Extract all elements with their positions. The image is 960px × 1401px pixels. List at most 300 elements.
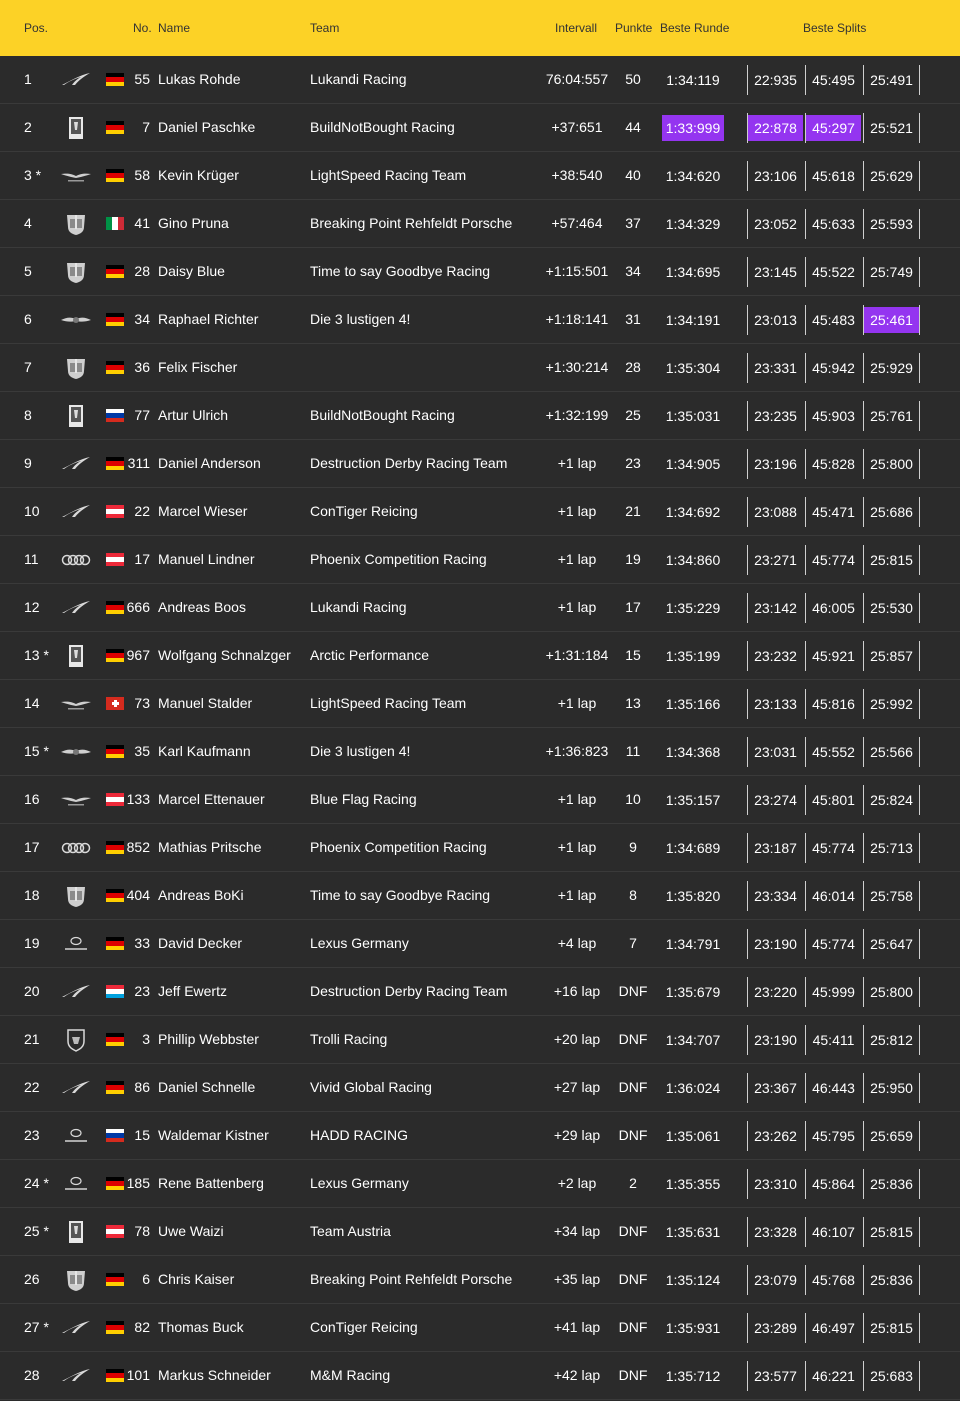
split-2: 46:443 (812, 1080, 855, 1096)
best-lap: 1:34:191 (665, 312, 721, 328)
flag-ru-icon (106, 409, 124, 422)
position: 22 (24, 1079, 40, 1095)
header-team[interactable]: Team (310, 21, 340, 35)
team-name[interactable]: Phoenix Competition Racing (310, 839, 487, 855)
results-table (0, 56, 960, 1400)
ferrari-logo-icon (60, 644, 92, 668)
split-2: 45:618 (812, 168, 855, 184)
interval: +38:540 (551, 167, 603, 183)
header-best-lap[interactable]: Beste Runde (660, 21, 730, 35)
team-name[interactable]: Time to say Goodbye Racing (310, 263, 491, 279)
position: 24 * (24, 1175, 49, 1191)
position: 1 (24, 71, 32, 87)
points: DNF (618, 1079, 648, 1095)
team-name[interactable]: Lexus Germany (310, 935, 409, 951)
points: DNF (618, 1367, 648, 1383)
split-1: 23:310 (754, 1176, 797, 1192)
split-3: 25:629 (870, 168, 913, 184)
car-number: 17 (134, 551, 150, 567)
header-interval[interactable]: Intervall (555, 21, 598, 35)
header-points[interactable]: Punkte (615, 21, 653, 35)
table-row[interactable] (0, 728, 960, 776)
split-divider (919, 1361, 920, 1391)
audi-logo-icon (60, 836, 92, 860)
split-2: 45:774 (812, 840, 855, 856)
best-lap: 1:34:692 (665, 504, 721, 520)
split-1: 23:187 (754, 840, 797, 856)
points: DNF (618, 1031, 648, 1047)
table-row[interactable] (0, 1352, 960, 1400)
points: 21 (625, 503, 641, 519)
position: 20 (24, 983, 40, 999)
team-name[interactable]: LightSpeed Racing Team (310, 695, 467, 711)
position: 9 (24, 455, 32, 471)
best-lap: 1:34:707 (665, 1032, 721, 1048)
split-2: 46:005 (812, 600, 855, 616)
split-divider (919, 737, 920, 767)
interval: +35 lap (553, 1271, 601, 1287)
position: 10 (24, 503, 40, 519)
position: 18 (24, 887, 40, 903)
split-2: 45:495 (812, 72, 855, 88)
team-name[interactable]: Destruction Derby Racing Team (310, 455, 508, 471)
points: 28 (625, 359, 641, 375)
split-divider (919, 497, 920, 527)
mclaren-logo-icon (60, 596, 92, 620)
lexus-logo-icon (60, 1124, 92, 1148)
flag-de-icon (106, 1081, 124, 1094)
split-3: 25:713 (870, 840, 913, 856)
split-1: 23:262 (754, 1128, 797, 1144)
flag-de-icon (106, 889, 124, 902)
split-2: 45:795 (812, 1128, 855, 1144)
position: 19 (24, 935, 40, 951)
position: 3 * (24, 167, 42, 183)
porsche-logo-icon (60, 260, 92, 284)
points: 17 (625, 599, 641, 615)
split-divider (919, 1265, 920, 1295)
team-name[interactable]: Die 3 lustigen 4! (310, 311, 411, 327)
split-divider (919, 1169, 920, 1199)
team-name[interactable]: Team Austria (310, 1223, 391, 1239)
split-1: 23:331 (754, 360, 797, 376)
best-lap: 1:34:329 (665, 216, 721, 232)
flag-de-icon (106, 1273, 124, 1286)
flag-de-icon (106, 1369, 124, 1382)
interval: +34 lap (553, 1223, 601, 1239)
mclaren-logo-icon (60, 68, 92, 92)
team-name[interactable]: Breaking Point Rehfeldt Porsche (310, 215, 513, 231)
split-2: 45:471 (812, 504, 855, 520)
position: 23 (24, 1127, 40, 1143)
table-row[interactable] (0, 392, 960, 440)
driver-name[interactable]: Raphael Richter (158, 311, 259, 327)
split-1: 23:367 (754, 1080, 797, 1096)
flag-de-icon (106, 649, 124, 662)
interval: 76:04:557 (545, 71, 609, 87)
split-3: 25:815 (870, 1224, 913, 1240)
points: 23 (625, 455, 641, 471)
split-3: 25:686 (870, 504, 913, 520)
driver-name[interactable]: Artur Ulrich (158, 407, 229, 423)
split-divider (919, 401, 920, 431)
split-2: 45:552 (812, 744, 855, 760)
split-1: 23:079 (754, 1272, 797, 1288)
driver-name[interactable]: Kevin Krüger (158, 167, 239, 183)
driver-name[interactable]: Waldemar Kistner (158, 1127, 269, 1143)
interval: +27 lap (553, 1079, 601, 1095)
split-2: 45:411 (812, 1032, 855, 1048)
split-2: 45:633 (812, 216, 855, 232)
flag-de-icon (106, 937, 124, 950)
porsche-logo-icon (60, 212, 92, 236)
split-1: 23:142 (754, 600, 797, 616)
split-divider (919, 113, 920, 143)
best-lap: 1:35:679 (665, 984, 721, 1000)
driver-name[interactable]: David Decker (158, 935, 243, 951)
driver-name[interactable]: Thomas Buck (158, 1319, 244, 1335)
interval: +16 lap (553, 983, 601, 999)
split-1: 23:013 (754, 312, 797, 328)
points: DNF (618, 1319, 648, 1335)
team-name[interactable]: Arctic Performance (310, 647, 430, 663)
interval: +1 lap (557, 791, 597, 807)
team-name[interactable]: Time to say Goodbye Racing (310, 887, 491, 903)
best-lap: 1:35:199 (665, 648, 721, 664)
astonmartin-logo-icon (60, 788, 92, 812)
mclaren-logo-icon (60, 1364, 92, 1388)
driver-name[interactable]: Markus Schneider (158, 1367, 271, 1383)
porsche-logo-icon (60, 1268, 92, 1292)
position: 26 (24, 1271, 40, 1287)
table-row[interactable] (0, 536, 960, 584)
points: 50 (625, 71, 641, 87)
position: 12 (24, 599, 40, 615)
driver-name[interactable]: Uwe Waizi (158, 1223, 224, 1239)
table-row[interactable] (0, 968, 960, 1016)
porsche-logo-icon (60, 884, 92, 908)
table-row[interactable] (0, 1016, 960, 1064)
interval: +1 lap (557, 503, 597, 519)
split-divider (919, 1313, 920, 1343)
flag-de-icon (106, 265, 124, 278)
car-number: 34 (134, 311, 150, 327)
lamborghini-logo-icon (60, 1028, 92, 1052)
flag-de-icon (106, 841, 124, 854)
split-2: 45:864 (812, 1176, 855, 1192)
points: 37 (625, 215, 641, 231)
team-name[interactable]: Vivid Global Racing (310, 1079, 432, 1095)
split-3: 25:824 (870, 792, 913, 808)
car-number: 58 (134, 167, 150, 183)
split-divider (919, 65, 920, 95)
interval: +1 lap (557, 455, 597, 471)
split-3: 25:812 (870, 1032, 913, 1048)
team-name[interactable]: Lukandi Racing (310, 599, 407, 615)
team-name[interactable]: LightSpeed Racing Team (310, 167, 467, 183)
car-number: 311 (127, 455, 150, 471)
flag-ch-icon (106, 697, 124, 710)
driver-name[interactable]: Phillip Webbster (158, 1031, 259, 1047)
points: 2 (629, 1175, 637, 1191)
best-lap: 1:34:860 (665, 552, 721, 568)
flag-at-icon (106, 793, 124, 806)
split-divider (919, 1121, 920, 1151)
table-row[interactable] (0, 776, 960, 824)
split-3: 25:758 (870, 888, 913, 904)
car-number: 35 (134, 743, 150, 759)
table-row[interactable] (0, 1064, 960, 1112)
car-number: 55 (134, 71, 150, 87)
split-1: 23:274 (754, 792, 797, 808)
driver-name[interactable]: Gino Pruna (158, 215, 229, 231)
header-no[interactable]: No. (133, 21, 152, 35)
interval: +2 lap (557, 1175, 597, 1191)
ferrari-logo-icon (60, 116, 92, 140)
position: 17 (24, 839, 40, 855)
split-divider (919, 305, 920, 335)
split-2: 45:774 (812, 552, 855, 568)
car-number: 15 (134, 1127, 150, 1143)
split-1: 22:878 (748, 115, 803, 141)
driver-name[interactable]: Jeff Ewertz (158, 983, 227, 999)
split-1: 23:220 (754, 984, 797, 1000)
table-row[interactable] (0, 632, 960, 680)
split-divider (919, 1073, 920, 1103)
best-lap: 1:35:124 (665, 1272, 721, 1288)
best-lap: 1:34:695 (665, 264, 721, 280)
split-3: 25:530 (870, 600, 913, 616)
table-row[interactable] (0, 488, 960, 536)
split-divider (919, 785, 920, 815)
best-lap: 1:33:999 (662, 115, 724, 141)
split-2: 45:522 (812, 264, 855, 280)
car-number: 852 (126, 839, 150, 855)
interval: +57:464 (551, 215, 603, 231)
driver-name[interactable]: Andreas BoKi (158, 887, 244, 903)
split-2: 45:801 (812, 792, 855, 808)
driver-name[interactable]: Mathias Pritsche (158, 839, 262, 855)
header-best-splits[interactable]: Beste Splits (803, 21, 867, 35)
table-row[interactable] (0, 1256, 960, 1304)
position: 28 (24, 1367, 40, 1383)
interval: +42 lap (553, 1367, 601, 1383)
interval: +1:15:501 (545, 263, 609, 279)
points: 34 (625, 263, 641, 279)
points: 8 (629, 887, 637, 903)
driver-name[interactable]: Chris Kaiser (158, 1271, 235, 1287)
table-row[interactable] (0, 920, 960, 968)
porsche-logo-icon (60, 356, 92, 380)
driver-name[interactable]: Daniel Anderson (158, 455, 261, 471)
team-name[interactable]: Trolli Racing (310, 1031, 388, 1047)
driver-name[interactable]: Felix Fischer (158, 359, 238, 375)
car-number: 22 (134, 503, 150, 519)
interval: +1:18:141 (545, 311, 609, 327)
best-lap: 1:35:166 (665, 696, 721, 712)
split-3: 25:593 (870, 216, 913, 232)
driver-name[interactable]: Manuel Lindner (158, 551, 255, 567)
table-row[interactable] (0, 1208, 960, 1256)
split-1: 23:334 (754, 888, 797, 904)
points: DNF (618, 1223, 648, 1239)
split-1: 23:232 (754, 648, 797, 664)
interval: +1:31:184 (545, 647, 609, 663)
table-row[interactable] (0, 1112, 960, 1160)
team-name[interactable]: BuildNotBought Racing (310, 407, 455, 423)
split-1: 23:106 (754, 168, 797, 184)
team-name[interactable]: Breaking Point Rehfeldt Porsche (310, 1271, 513, 1287)
best-lap: 1:34:689 (665, 840, 721, 856)
team-name[interactable]: BuildNotBought Racing (310, 119, 455, 135)
split-3: 25:566 (870, 744, 913, 760)
table-row[interactable] (0, 680, 960, 728)
split-2: 45:768 (812, 1272, 855, 1288)
interval: +1:30:214 (545, 359, 609, 375)
points: 25 (625, 407, 641, 423)
points: 15 (625, 647, 641, 663)
driver-name[interactable]: Manuel Stalder (158, 695, 253, 711)
audi-logo-icon (60, 548, 92, 572)
split-2: 46:107 (812, 1224, 855, 1240)
split-divider (919, 257, 920, 287)
flag-at-icon (106, 1225, 124, 1238)
position: 6 (24, 311, 32, 327)
split-2: 45:297 (806, 115, 861, 141)
mclaren-logo-icon (60, 1076, 92, 1100)
team-name[interactable]: Die 3 lustigen 4! (310, 743, 411, 759)
car-number: 23 (134, 983, 150, 999)
flag-lu-icon (106, 985, 124, 998)
split-divider (919, 833, 920, 863)
bentley-logo-icon (60, 740, 92, 764)
interval: +1:36:823 (545, 743, 609, 759)
driver-name[interactable]: Rene Battenberg (158, 1175, 264, 1191)
team-name[interactable]: M&M Racing (310, 1367, 391, 1383)
team-name[interactable]: Blue Flag Racing (310, 791, 417, 807)
table-row[interactable] (0, 1304, 960, 1352)
team-name[interactable]: HADD RACING (310, 1127, 409, 1143)
team-name[interactable]: Lexus Germany (310, 1175, 409, 1191)
team-name[interactable]: Destruction Derby Racing Team (310, 983, 508, 999)
split-2: 45:903 (812, 408, 855, 424)
team-name[interactable]: Lukandi Racing (310, 71, 407, 87)
points: DNF (618, 1127, 648, 1143)
interval: +41 lap (553, 1319, 601, 1335)
split-divider (919, 353, 920, 383)
table-row[interactable] (0, 824, 960, 872)
driver-name[interactable]: Karl Kaufmann (158, 743, 251, 759)
bentley-logo-icon (60, 308, 92, 332)
team-name[interactable]: Phoenix Competition Racing (310, 551, 487, 567)
driver-name[interactable]: Daisy Blue (158, 263, 225, 279)
interval: +1:32:199 (545, 407, 609, 423)
header-name[interactable]: Name (158, 21, 191, 35)
table-row[interactable] (0, 104, 960, 152)
table-row[interactable] (0, 584, 960, 632)
split-divider (919, 641, 920, 671)
lexus-logo-icon (60, 1172, 92, 1196)
table-row[interactable] (0, 248, 960, 296)
split-1: 23:271 (754, 552, 797, 568)
astonmartin-logo-icon (60, 692, 92, 716)
ferrari-logo-icon (60, 1220, 92, 1244)
car-number: 86 (134, 1079, 150, 1095)
flag-de-icon (106, 1321, 124, 1334)
table-row[interactable] (0, 296, 960, 344)
flag-de-icon (106, 361, 124, 374)
points: DNF (618, 1271, 648, 1287)
table-header (0, 0, 960, 56)
split-2: 45:999 (812, 984, 855, 1000)
driver-name[interactable]: Andreas Boos (158, 599, 246, 615)
interval: +29 lap (553, 1127, 601, 1143)
driver-name[interactable]: Marcel Ettenauer (158, 791, 265, 807)
position: 7 (24, 359, 32, 375)
table-row[interactable] (0, 1160, 960, 1208)
best-lap: 1:34:620 (665, 168, 721, 184)
interval: +1 lap (557, 695, 597, 711)
split-1: 23:190 (754, 1032, 797, 1048)
split-2: 46:014 (812, 888, 855, 904)
split-1: 23:235 (754, 408, 797, 424)
split-3: 25:857 (870, 648, 913, 664)
split-divider (919, 689, 920, 719)
header-pos[interactable]: Pos. (24, 21, 49, 35)
points: 10 (625, 791, 641, 807)
table-row[interactable] (0, 56, 960, 104)
interval: +37:651 (551, 119, 603, 135)
split-divider (919, 929, 920, 959)
position: 5 (24, 263, 32, 279)
flag-de-icon (106, 745, 124, 758)
ferrari-logo-icon (60, 404, 92, 428)
best-lap: 1:35:031 (665, 408, 721, 424)
flag-at-icon (106, 553, 124, 566)
team-name[interactable]: ConTiger Reicing (310, 1319, 418, 1335)
table-row[interactable] (0, 200, 960, 248)
table-row[interactable] (0, 440, 960, 488)
flag-de-icon (106, 601, 124, 614)
car-number: 101 (126, 1367, 150, 1383)
best-lap: 1:35:631 (665, 1224, 721, 1240)
flag-de-icon (106, 457, 124, 470)
team-name[interactable]: ConTiger Reicing (310, 503, 418, 519)
best-lap: 1:34:791 (665, 936, 721, 952)
car-number: 185 (126, 1175, 150, 1191)
table-row[interactable] (0, 152, 960, 200)
split-3: 25:749 (870, 264, 913, 280)
best-lap: 1:34:905 (665, 456, 721, 472)
split-1: 23:328 (754, 1224, 797, 1240)
position: 21 (24, 1031, 40, 1047)
driver-name[interactable]: Marcel Wieser (158, 503, 248, 519)
position: 8 (24, 407, 32, 423)
driver-name[interactable]: Daniel Paschke (158, 119, 256, 135)
points: DNF (618, 983, 648, 999)
table-row[interactable] (0, 872, 960, 920)
flag-de-icon (106, 1033, 124, 1046)
car-number: 404 (126, 887, 150, 903)
driver-name[interactable]: Lukas Rohde (158, 71, 241, 87)
driver-name[interactable]: Daniel Schnelle (158, 1079, 256, 1095)
best-lap: 1:34:368 (665, 744, 721, 760)
best-lap: 1:36:024 (665, 1080, 721, 1096)
flag-de-icon (106, 121, 124, 134)
driver-name[interactable]: Wolfgang Schnalzger (158, 647, 291, 663)
split-divider (919, 161, 920, 191)
table-row[interactable] (0, 344, 960, 392)
